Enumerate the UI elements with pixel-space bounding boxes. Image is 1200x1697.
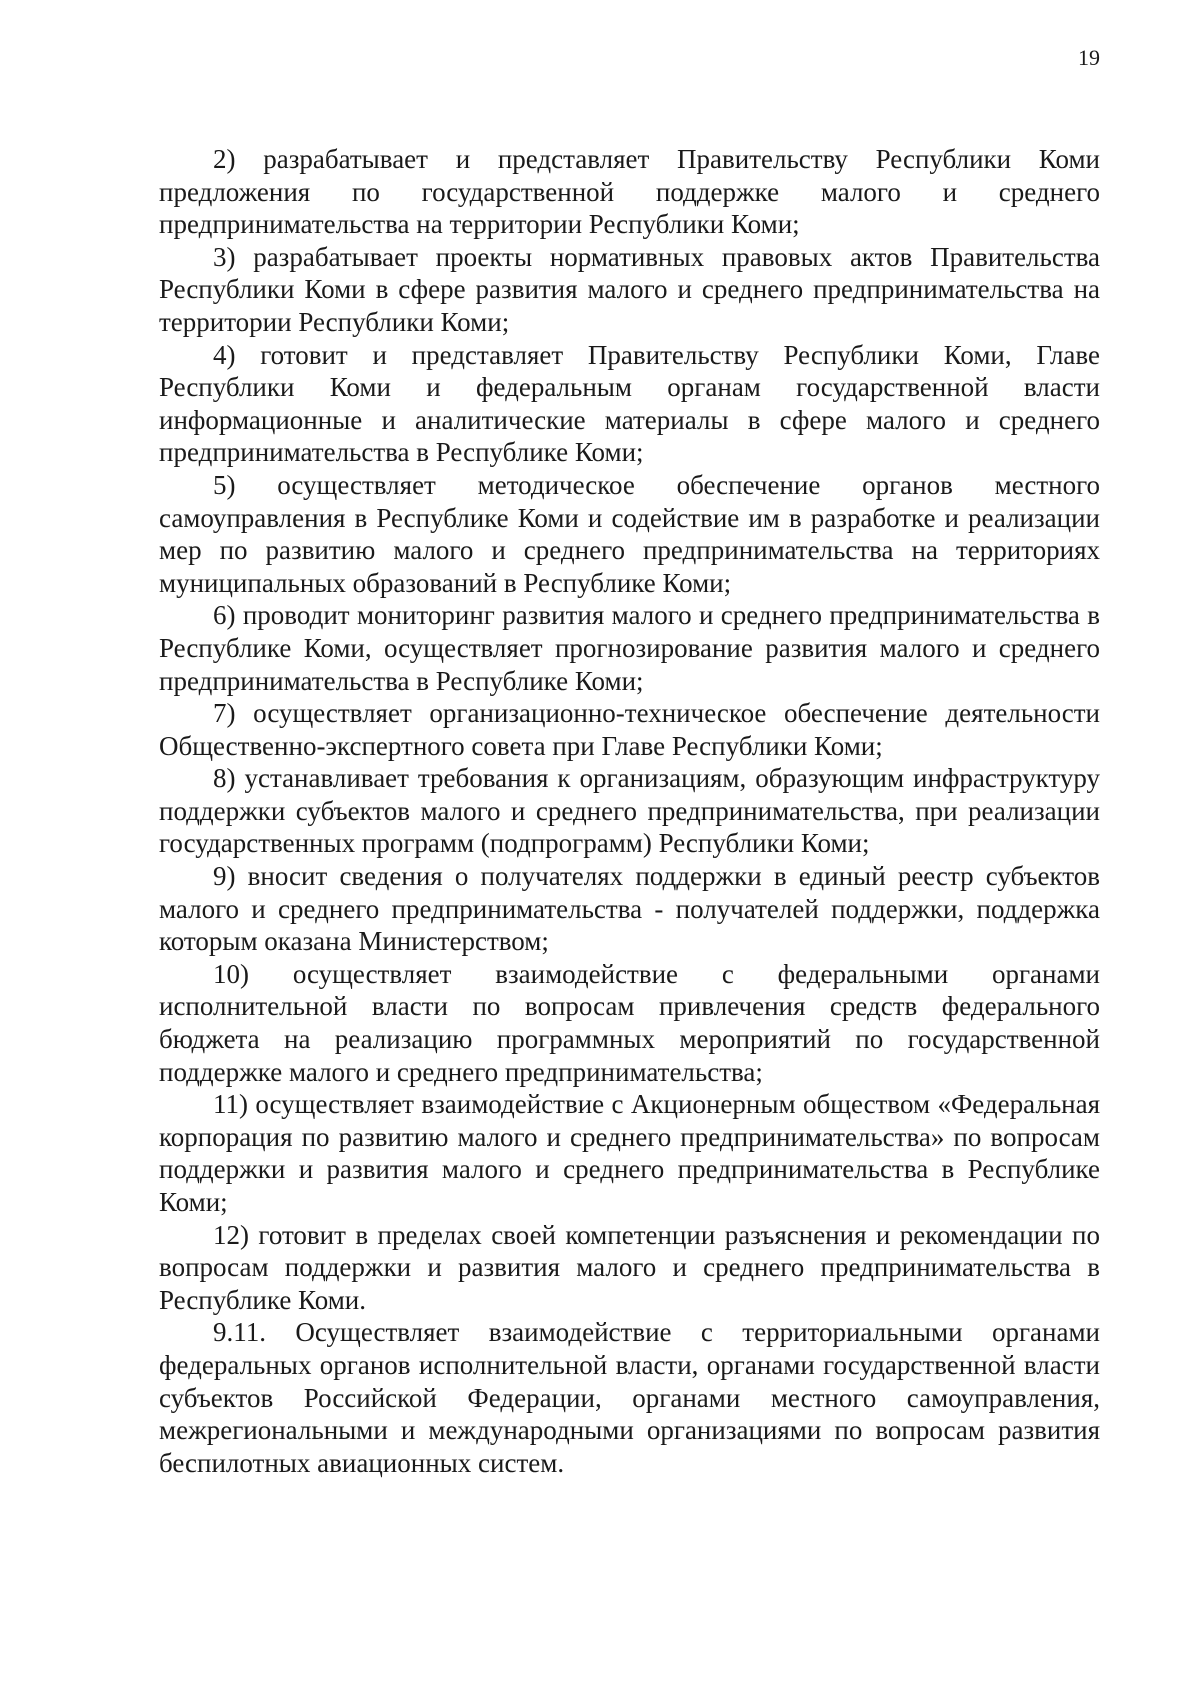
paragraph-item-11: 11) осуществляет взаимодействие с Акционерным обществом «Федеральная корпорация по развитию малого и среднего предпринимательства» по вопросам поддержки и развития малого и среднего предпринимательства в Республике Коми; <box>159 1089 1100 1217</box>
paragraph-item-2: 2) разрабатывает и представляет Правительству Республики Коми предложения по государственной поддержке малого и среднего предпринимательства на территории Республики Коми; <box>159 144 1100 240</box>
document-body <box>159 143 1100 1479</box>
paragraph-section-9-11: 9.11. Осуществляет взаимодействие с территориальными органами федеральных органов исполнительной власти, органами государственной власти субъектов Российской Федерации, органами местного самоуправления, межрегиональными и международными организациями по вопросам развития беспилотных авиационных систем. <box>159 1317 1100 1478</box>
paragraph-item-8: 8) устанавливает требования к организациям, образующим инфраструктуру поддержки субъектов малого и среднего предпринимательства, при реализации государственных программ (подпрограмм) Республики Коми; <box>159 763 1100 859</box>
paragraph-item-12: 12) готовит в пределах своей компетенции разъяснения и рекомендации по вопросам поддержки и развития малого и среднего предпринимательства в Республике Коми. <box>159 1219 1100 1315</box>
paragraph-item-6: 6) проводит мониторинг развития малого и среднего предпринимательства в Республике Коми, осуществляет прогнозирование развития малого и среднего предпринимательства в Республике Коми; <box>159 600 1100 696</box>
page-number: 19 <box>1078 45 1100 70</box>
paragraph-item-3: 3) разрабатывает проекты нормативных правовых актов Правительства Республики Коми в сфере развития малого и среднего предпринимательства на территории Республики Коми; <box>159 241 1100 337</box>
paragraph-item-7: 7) осуществляет организационно-техническое обеспечение деятельности Общественно-экспертного совета при Главе Республики Коми; <box>159 698 1100 761</box>
paragraph-item-4: 4) готовит и представляет Правительству Республики Коми, Главе Республики Коми и федеральным органам государственной власти информационные и аналитические материалы в сфере малого и среднего предпринимательства в Республике Коми; <box>159 339 1100 468</box>
paragraph-item-10: 10) осуществляет взаимодействие с федеральными органами исполнительной власти по вопросам привлечения средств федерального бюджета на реализацию программных мероприятий по государственной поддержке малого и среднего предпринимательства; <box>159 958 1100 1087</box>
paragraph-item-9: 9) вносит сведения о получателях поддержки в единый реестр субъектов малого и среднего предпринимательства - получателей поддержки, поддержка которым оказана Министерством; <box>159 861 1100 957</box>
paragraph-item-5: 5) осуществляет методическое обеспечение органов местного самоуправления в Республике Коми и содействие им в разработке и реализации мер по развитию малого и среднего предпринимательства на территориях муниципальных образований в Республике Коми; <box>159 469 1100 598</box>
